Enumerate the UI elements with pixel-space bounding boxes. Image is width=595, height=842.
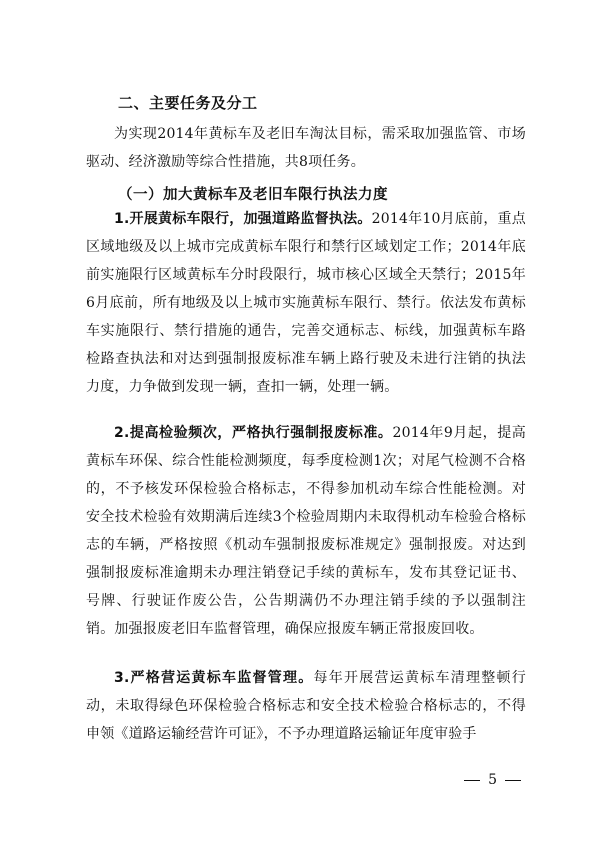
item-2-body: 2014年9月起，提高黄标车环保、综合性能检测频度，每季度检测1次；对尾气检测不合格的，不予核发环保检验合格标志，不得参加机动车综合性能检测。对安全技术检验有效期满后连续3个检验周期内未取得机动车检验合格标志的车辆，严格按照《机动车强制报废标准规定》强制报废。对达到强制报废标准逾期未办理注销登记手续的黄标车，发布其登记证书、号牌、行驶证作废公告，公告期满仍不办理注销手续的予以强制注销。加强报废老旧车监督管理，确保应报废车辆正常报废回收。 (86, 425, 526, 637)
footer-dash-right (505, 780, 521, 781)
intro-paragraph: 为实现2014年黄标车及老旧车淘汰目标，需采取加强监管、市场驱动、经济激励等综合性措施，共8项任务。 (86, 126, 526, 170)
section-heading: 二、主要任务及分工 (118, 94, 258, 112)
page-footer (456, 772, 529, 788)
item-2-paragraph (86, 419, 526, 643)
item-1-body: 2014年10月底前，重点区域地级及以上城市完成黄标车限行和禁行区域划定工作；2014年底前实施限行区域黄标车分时段限行，城市核心区域全天禁行；2015年6月底前，所有地级及以上城市实施黄标车限行、禁行。依法发布黄标车实施限行、禁行措施的通告，完善交通标志、标线，加强黄标车路检路查执法和对达到强制报废标准车辆上路行驶及未进行注销的执法力度，力争做到发现一辆，查扣一辆，处理一辆。 (86, 211, 527, 395)
item-3-body: 每年开展营运黄标车清理整顿行动，未取得绿色环保检验合格标志和安全技术检验合格标志的，不得申领《道路运输经营许可证》，不予办理道路运输证年度审验手 (86, 670, 526, 742)
subsection-heading: （一）加大黄标车及老旧车限行执法力度 (118, 186, 388, 203)
footer-dash-left (464, 780, 480, 781)
page-number: 5 (488, 772, 497, 788)
item-2-lead: 2.提高检验频次，严格执行强制报废标准。 (114, 425, 393, 441)
item-3-lead: 3.严格营运黄标车监督管理。 (114, 670, 314, 686)
item-3-paragraph (86, 664, 526, 748)
item-1-lead: 1.开展黄标车限行，加强道路监督执法。 (114, 211, 372, 227)
item-1-paragraph (86, 205, 526, 401)
